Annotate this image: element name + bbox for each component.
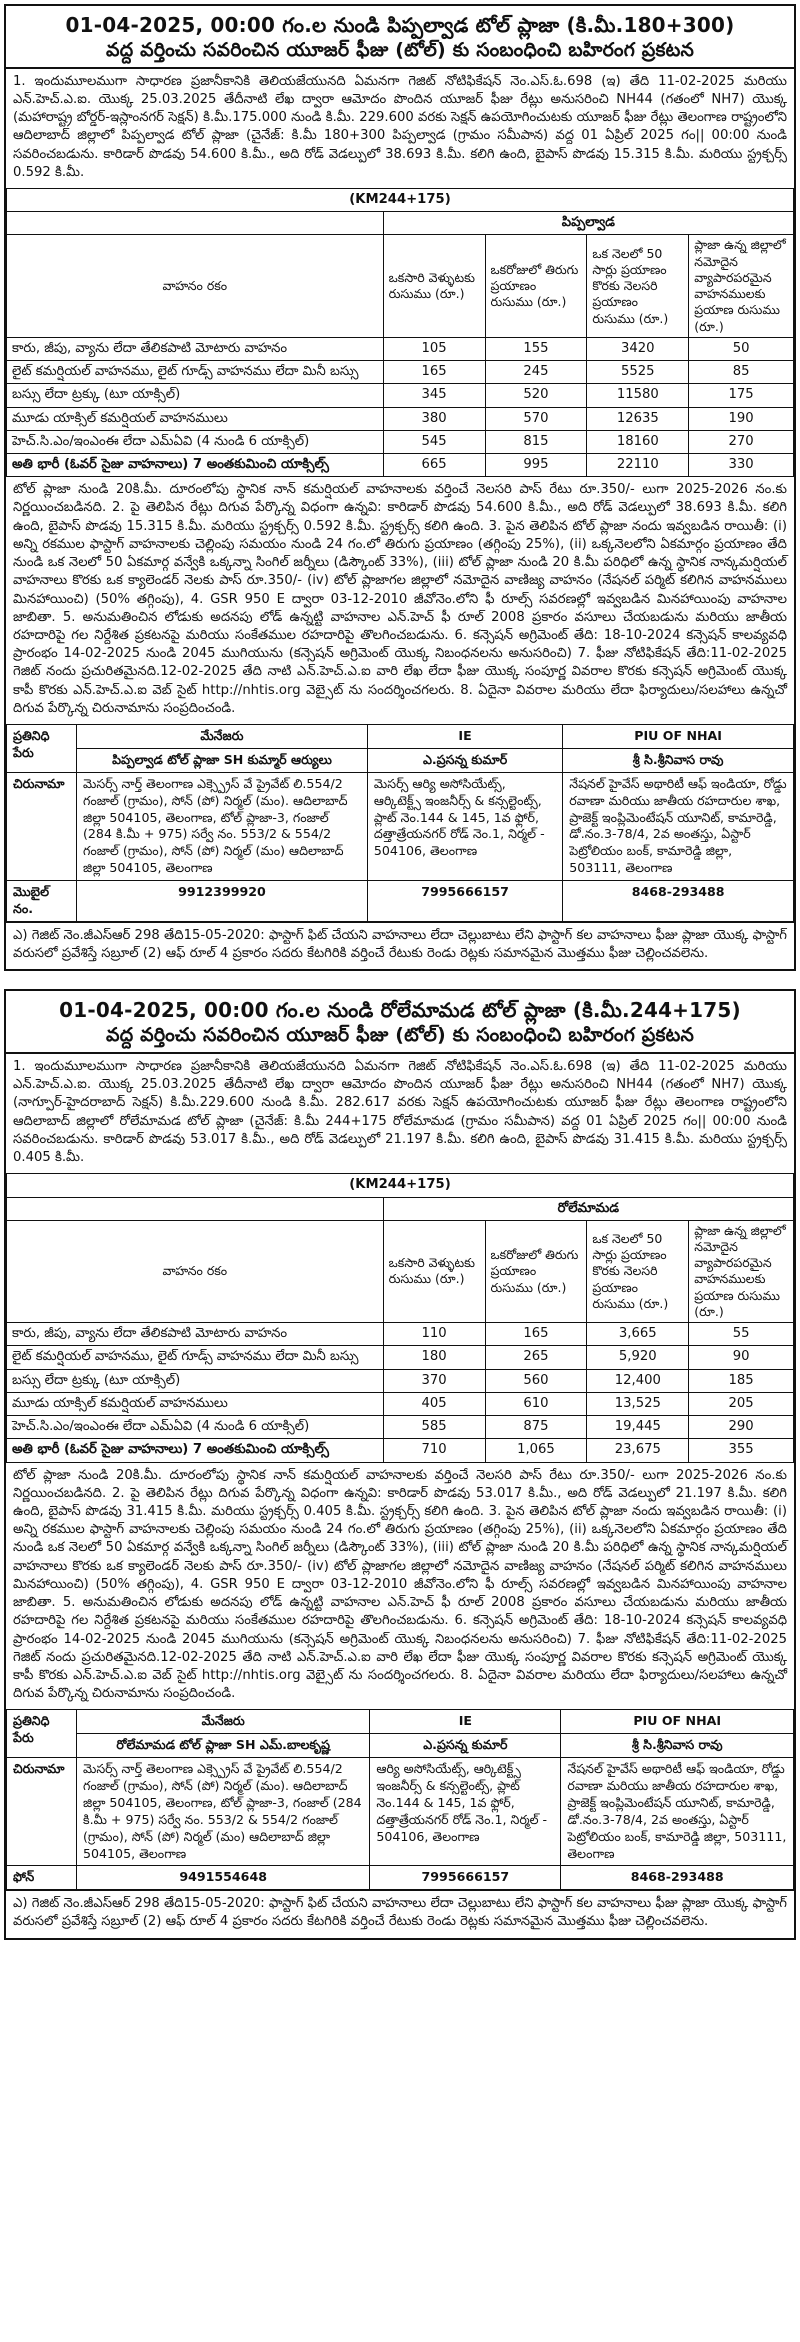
- notice-intro: 1. ఇందుమూలముగా సాధారణ ప్రజానీకానికి తెలియజేయునది ఏమనగా గెజిట్ నోటిఫికేషన్ నెం.ఎస్.ఓ.698 (ఇ) తేది 11-02-2025 మరియు ఎన్.హెచ్.ఎ.ఐ. యొక్క 25.03.2025 తేదీనాటి లేఖ ద్వారా ఆమోదం పొందిన యూజర్ ఫీజు రేట్లు అనుసరించి NH44 (గతంలో NH7) యొక్క (మహారాష్ట్ర బోర్డర్-ఇస్లాంనగర్ సెక్షన్) కి.మీ.175.000 నుండి కి.మీ. 229.600 వరకు సెక్షన్ ఉపయోగించుటకు యూజర్ ఫీజు రేట్లు తెలంగాణ రాష్ట్రంలోని ఆదిలాబాద్ జిల్లాలో పిప్పల్వాడ టోల్ ప్లాజా (చైనేజ్: కి.మీ 180+300 పిప్పల్వాడ (గ్రామం సమీపాన) వద్ద 01 ఏప్రిల్ 2025 గం|| 00:00 నుండి సవరించబడును. కారిడార్ పొడవు 54.600 కి.మీ., అది రోడ్ వెడల్పులో 38.693 కి.మీ. కలిగి ఉంది, బైపాస్ పొడవు 15.315 కి.మీ. మరియు స్ట్రక్చర్స్ 0.592 కి.మీ.: [13, 73, 787, 180]
- notice-body: టోల్ ప్లాజా నుండి 20కి.మీ. దూరంలోపు స్థానిక నాన్ కమర్షియల్ వాహనాలకు వర్తించే నెలసరి పాస్ రేటు రూ.350/- లుగా 2025-2026 నం.కు నిర్ణయించబడినది. 2. పై తెలిపిన రేట్లు దిగువ పేర్కొన్న విధంగా ఉన్నవి: కారిడార్ పొడవు 53.017 కి.మీ., అది రోడ్ వెడల్పులో 21.197 కి.మీ. కలిగి ఉంది, బైపాస్ పొడవు 31.415 కి.మీ. మరియు స్ట్రక్చర్స్ 0.405 కి.మీ. స్ట్రక్చర్స్ కలిగి ఉంది. 3. పైన తెలిపిన టోల్ ప్లాజా నందు ఇవ్వబడిన రాయితీ: (i) అన్ని రకముల ఫాస్టాగ్ వాహనాలకు చెల్లింపు సమయం నుండి 24 గం.లో తిరుగు ప్రయాణం (తగ్గింపు 25%), (ii) ఒక్కనెలలోని ఏకమార్గం ప్రయాణం తేది నుండి ఒక నెలలో 50 ఏకమార్గ వన్వేకి ఒక్కన్నా సింగిల్ జర్నీలు (డిస్కౌంట్ 33%), (iii) టోల్ ప్లాజా నుండి 20 కి.మీ పరిధిలో ఉన్న స్థానిక నాన్కమర్షియల్ వాహనాలు కొరకు ఒక క్యాలెండర్ నెలకు పాస్ రూ.350/- (iv) టోల్ ప్లాజాగల జిల్లాలో నమోదైన వాణిజ్య వాహనం (నేషనల్ పర్మిట్ కలిగిన వాహనములు మినహాయించి) (50% తగ్గింపు), 4. GSR 950 E ద్వారా 03-12-2010 జీవోనెం.లోని ఫీ రూల్స్ సవరణల్లో ఇవ్వబడిన మినహాయింపు వాహనాల జాబితా. 5. అనుమతించిన లోడుకు అదనపు లోడ్ ఉన్నట్టి వాహనాల ఎన్.హెచ్ ఫీ రూల్ 2008 ప్రకారం వసూలు చేయబడును మరియు జాతీయ రహదారిపై గల నిర్దేశిత ప్రకటనపై మరియు సంకేతముల రహదారిపై తొలగించబడును. 6. కన్సెషన్ అగ్రిమెంట్ తేది: 18-10-2024 కన్సెషన్ కాలవ్యవధి ప్రారంభం 14-02-2025 నుండి 2045 ముగియును (కన్సెషన్ అగ్రిమెంట్ యొక్క నిబంధనలను అనుసరించి) 7. ఫీజు నోటిఫికేషన్ తేది:11-02-2025 గెజిట్ నందు ప్రచురితమైనది.12-02-2025 తేది నాటి ఎన్.హెచ్.ఎ.ఐ వారి లేఖ లేదా ఫీజు యొక్క సంపూర్ణ వివరాల కొరకు కన్సెషన్ అగ్రిమెంట్ యొక్క కాపీ కొరకు ఎన్.హెచ్.ఎ.ఐ వెబ్ సైట్ http://nhtis.org వెబ్సైట్ ను సందర్శించగలరు. 8. ఏదైనా వివరాల మరియు లేదా ఫిర్యాదులు/సలహాలు ఉన్నచో దిగువ పేర్కొన్న చిరునామాను సంప్రదించండి.: [13, 1467, 787, 1702]
- local-commercial-fee: 330: [689, 454, 794, 477]
- contact-name: శ్రీ సి.శ్రీనివాస రావు: [563, 748, 794, 772]
- return-journey-fee: 155: [485, 337, 587, 360]
- contact-address: మెసర్స్ ఆర్యి అసోసియేట్స్, ఆర్కిటెక్ట్స్ ఇంజనీర్స్ & కన్సల్టెంట్స్, ప్లాట్ నెం.144 & 145, 1వ ఫ్లోర్, దత్తాత్రేయనగర్ రోడ్ నెం.1, నిర్మల్ - 504106, తెలంగాణ: [367, 772, 562, 880]
- contact-role: మేనేజరు: [77, 1710, 370, 1734]
- contact-row-name: [7, 1734, 794, 1758]
- monthly-pass-fee: 3420: [587, 337, 689, 360]
- vehicle-type: కారు, జీపు, వ్యాను లేదా తేలికపాటి మోటారు వాహనం: [7, 1323, 384, 1346]
- contact-row-role: [7, 1710, 794, 1734]
- contact-row-phone: [7, 881, 794, 922]
- vehicle-type: మూడు యాక్సిల్ కమర్షియల్ వాహనములు: [7, 1392, 384, 1415]
- fee-row: [7, 1323, 794, 1346]
- contact-address: నేషనల్ హైవేస్ అథారిటీ ఆఫ్ ఇండియా, రోడ్డు రవాణా మరియు జాతీయ రహదారుల శాఖ, ప్రాజెక్ట్ ఇంప్లిమెంటేషన్ యూనిట్, కామారెడ్డి, డో.నం.3-78/4, 2వ అంతస్తు, ఏస్టార్ పెట్రోలియం బంక్, కామారెడ్డి జిల్లా, 503111, తెలంగాణ: [561, 1758, 794, 1866]
- contact-role: PIU OF NHAI: [561, 1710, 794, 1734]
- single-journey-fee: 710: [383, 1439, 485, 1462]
- fee-row: [7, 430, 794, 453]
- contact-role: IE: [370, 1710, 561, 1734]
- return-journey-fee: 1,065: [485, 1439, 587, 1462]
- notice-title: [6, 991, 794, 1054]
- col-header-monthly: ఒక నెలలో 50 సార్లు ప్రయాణం కొరకు నెలసరి ప్రయాణం రుసుము (రూ.): [587, 1220, 689, 1323]
- contact-name: ఎ.ప్రసన్న కుమార్: [367, 748, 562, 772]
- fee-table: [6, 188, 794, 477]
- fee-header-row: [7, 1220, 794, 1323]
- contact-address: మెసర్స్ నార్త్ తెలంగాణ ఎక్స్ప్రెస్ వే ప్రైవేట్ లి.554/2 గంజాల్ (గ్రామం), సోన్ (పో) నిర్మల్ (మం). ఆదిలాబాద్ జిల్లా 504105, తెలంగాణ, టోల్ ప్లాజా-3, గంజాల్ (284 కి.మీ + 975) సర్వే నం. 553/2 & 554/2 గంజాల్ (గ్రామం), సోన్ (పో) నిర్మల్ (మం) ఆదిలాబాద్ జిల్లా 504105, తెలంగాణ: [77, 1758, 370, 1866]
- return-journey-fee: 995: [485, 454, 587, 477]
- return-journey-fee: 245: [485, 361, 587, 384]
- return-journey-fee: 610: [485, 1392, 587, 1415]
- contact-name: శ్రీ సి.శ్రీనివాస రావు: [561, 1734, 794, 1758]
- notice-footnote: ఎ) గెజిట్ నెం.జీఎస్ఆర్ 298 తేది15-05-2020: ఫాస్టాగ్ ఫిట్ చేయని వాహనాలు లేదా చెల్లుబాటు లేని ఫాస్టాగ్ కల వాహనాలు ఫీజు ప్లాజా యొక్క ఫాస్టాగ్ వరుసలో ప్రవేశిస్తే సబ్రూల్ (2) ఆఫ్ రూల్ 4 ప్రకారం సదరు కేటగిరికి వర్తించే రేటుకు రెండు రెట్లకు సమానమైన మొత్తము ఫీజు చెల్లించవలెను.: [6, 1890, 794, 1937]
- local-commercial-fee: 205: [689, 1392, 794, 1415]
- local-commercial-fee: 355: [689, 1439, 794, 1462]
- contact-phone: 9912399920: [77, 881, 368, 922]
- monthly-pass-fee: 12,400: [587, 1369, 689, 1392]
- vehicle-type: హెచ్.సి.ఎం/ఇంఎంఈ లేదా ఎమ్ఏవి (4 నుండి 6 యాక్సిల్): [7, 430, 384, 453]
- notice-title: [6, 6, 794, 69]
- col-header-return: ఒకరోజులో తిరుగు ప్రయాణం రుసుము (రూ.): [485, 235, 587, 338]
- notice-title-line2: వద్ద వర్తించు సవరించిన యూజర్ ఫీజు (టోల్) కు సంబంధించి బహిరంగ ప్రకటన: [105, 39, 695, 61]
- label-address: చిరునామా: [7, 1758, 77, 1866]
- local-commercial-fee: 190: [689, 407, 794, 430]
- notice-body: టోల్ ప్లాజా నుండి 20కి.మీ. దూరంలోపు స్థానిక నాన్ కమర్షియల్ వాహనాలకు వర్తించే నెలసరి పాస్ రేటు రూ.350/- లుగా 2025-2026 నం.కు నిర్ణయించబడినది. 2. పై తెలిపిన రేట్లు దిగువ పేర్కొన్న విధంగా ఉన్నవి: కారిడార్ పొడవు 54.600 కి.మీ., అది రోడ్ వెడల్పులో 38.693 కి.మీ. కలిగి ఉంది, బైపాస్ పొడవు 15.315 కి.మీ. మరియు స్ట్రక్చర్స్ 0.592 కి.మీ. స్ట్రక్చర్స్ కలిగి ఉంది. 3. పైన తెలిపిన టోల్ ప్లాజా నందు ఇవ్వబడిన రాయితీ: (i) అన్ని రకముల ఫాస్టాగ్ వాహనాలకు చెల్లింపు సమయం నుండి 24 గం.లో తిరుగు ప్రయాణం (తగ్గింపు 25%), (ii) ఒక్కనెలలోని ఏకమార్గం ప్రయాణం తేది నుండి ఒక నెలలో 50 ఏకమార్గ వన్వేకి ఒక్కన్నా సింగిల్ జర్నీలు (డిస్కౌంట్ 33%), (iii) టోల్ ప్లాజా నుండి 20 కి.మీ పరిధిలో ఉన్న స్థానిక నాన్కమర్షియల్ వాహనాలు కొరకు ఒక క్యాలెండర్ నెలకు పాస్ రూ.350/- (iv) టోల్ ప్లాజాగల జిల్లాలో నమోదైన వాణిజ్య వాహనం (నేషనల్ పర్మిట్ కలిగిన వాహనములు మినహాయించి) (50% తగ్గింపు), 4. GSR 950 E ద్వారా 03-12-2010 జీవోనెం.లోని ఫీ రూల్స్ సవరణల్లో ఇవ్వబడిన మినహాయింపు వాహనాల జాబితా. 5. అనుమతించిన లోడుకు అదనపు లోడ్ ఉన్నట్టి వాహనాల ఎన్.హెచ్ ఫీ రూల్ 2008 ప్రకారం వసూలు చేయబడును మరియు జాతీయ రహదారిపై గల నిర్దేశిత ప్రకటనపై మరియు సంకేతముల రహదారిపై తొలగించబడును. 6. కన్సెషన్ అగ్రిమెంట్ తేది: 18-10-2024 కన్సెషన్ కాలవ్యవధి ప్రారంభం 14-02-2025 నుండి 2045 ముగియును (కన్సెషన్ అగ్రిమెంట్ యొక్క నిబంధనలను అనుసరించి) 7. ఫీజు నోటిఫికేషన్ తేది:11-02-2025 గెజిట్ నందు ప్రచురితమైనది.12-02-2025 తేది నాటి ఎన్.హెచ్.ఎ.ఐ వారి లేఖ లేదా ఫీజు యొక్క సంపూర్ణ వివరాల కొరకు కన్సెషన్ అగ్రిమెంట్ యొక్క కాపీ కొరకు ఎన్.హెచ్.ఎ.ఐ వెబ్ సైట్ http://nhtis.org వెబ్సైట్ ను సందర్శించగలరు. 8. ఏదైనా వివరాల మరియు లేదా ఫిర్యాదులు/సలహాలు ఉన్నచో దిగువ పేర్కొన్న చిరునామాను సంప్రదించండి.: [13, 482, 787, 716]
- notice-intro: 1. ఇందుమూలముగా సాధారణ ప్రజానీకానికి తెలియజేయునది ఏమనగా గెజిట్ నోటిఫికేషన్ నెం.ఎస్.ఓ.698 (ఇ) తేది 11-02-2025 మరియు ఎన్.హెచ్.ఎ.ఐ. యొక్క 25.03.2025 తేదీనాటి లేఖ ద్వారా ఆమోదం పొందిన యూజర్ ఫీజు రేట్లు అనుసరించి NH44 (గతంలో NH7) యొక్క (నాగ్పూర్-హైదరాబాద్ సెక్షన్) కి.మీ.229.600 నుండి కి.మీ. 282.617 వరకు సెక్షన్ ఉపయోగించుటకు యూజర్ ఫీజు రేట్లు తెలంగాణ రాష్ట్రంలోని ఆదిలాబాద్ జిల్లాలో రోలేమామడ టోల్ ప్లాజా (చైనేజ్: కి.మీ 244+175 రోలేమామడ (గ్రామం సమీపాన) వద్ద 01 ఏప్రిల్ 2025 గం|| 00:00 నుండి సవరించబడును. కారిడార్ పొడవు 53.017 కి.మీ., అది రోడ్ వెడల్పులో 21.197 కి.మీ. కలిగి ఉంది, బైపాస్ పొడవు 31.415 కి.మీ. మరియు స్ట్రక్చర్స్ 0.405 కి.మీ.: [13, 1058, 787, 1166]
- contact-row-role: [7, 725, 794, 749]
- vehicle-type: లైట్ కమర్షియల్ వాహనము, లైట్ గూడ్స్ వాహనము లేదా మినీ బస్సు: [7, 361, 384, 384]
- fee-row: [7, 337, 794, 360]
- vehicle-type: బస్సు లేదా ట్రక్కు (టూ యాక్సిల్): [7, 384, 384, 407]
- label-phone: ఫోన్: [7, 1866, 77, 1890]
- fee-table: [6, 1173, 794, 1462]
- return-journey-fee: 875: [485, 1416, 587, 1439]
- fee-header-row: [7, 235, 794, 338]
- local-commercial-fee: 90: [689, 1346, 794, 1369]
- local-commercial-fee: 290: [689, 1416, 794, 1439]
- monthly-pass-fee: 12635: [587, 407, 689, 430]
- contact-phone: 7995666157: [370, 1866, 561, 1890]
- monthly-pass-fee: 19,445: [587, 1416, 689, 1439]
- monthly-pass-fee: 5525: [587, 361, 689, 384]
- col-header-monthly: ఒక నెలలో 50 సార్లు ప్రయాణం కొరకు నెలసరి ప్రయాణం రుసుము (రూ.): [587, 235, 689, 338]
- col-header-vehicle: వాహనం రకం: [7, 1220, 384, 1323]
- label-representative: ప్రతినిధి పేరు: [7, 1710, 77, 1758]
- col-header-single: ఒకసారి వెళ్ళుటకు రుసుము (రూ.): [383, 1220, 485, 1323]
- notice-footnote: ఎ) గెజిట్ నెం.జీఎస్ఆర్ 298 తేది15-05-2020: ఫాస్టాగ్ ఫిట్ చేయని వాహనాలు లేదా చెల్లుబాటు లేని ఫాస్టాగ్ కల వాహనాలు ఫీజు ప్లాజా యొక్క ఫాస్టాగ్ వరుసలో ప్రవేశిస్తే సబ్రూల్ (2) ఆఫ్ రూల్ 4 ప్రకారం సదరు కేటగిరికి వర్తించే రేటుకు రెండు రెట్లకు సమానమైన మొత్తము ఫీజు చెల్లించవలెను.: [6, 922, 794, 969]
- return-journey-fee: 570: [485, 407, 587, 430]
- fee-row: [7, 1439, 794, 1462]
- monthly-pass-fee: 22110: [587, 454, 689, 477]
- fee-row: [7, 1346, 794, 1369]
- monthly-pass-fee: 13,525: [587, 1392, 689, 1415]
- contact-row-address: [7, 772, 794, 880]
- vehicle-type: లైట్ కమర్షియల్ వాహనము, లైట్ గూడ్స్ వాహనము లేదా మినీ బస్సు: [7, 1346, 384, 1369]
- monthly-pass-fee: 3,665: [587, 1323, 689, 1346]
- contact-phone: 9491554648: [77, 1866, 370, 1890]
- monthly-pass-fee: 11580: [587, 384, 689, 407]
- local-commercial-fee: 50: [689, 337, 794, 360]
- toll-notice: [4, 4, 796, 971]
- plaza-name-row: [7, 1197, 794, 1220]
- single-journey-fee: 345: [383, 384, 485, 407]
- contact-name: పిప్పల్వాడ టోల్ ప్లాజా SH కుమ్మార్ ఆర్యులు: [77, 748, 368, 772]
- contact-phone: 8468-293488: [561, 1866, 794, 1890]
- single-journey-fee: 165: [383, 361, 485, 384]
- single-journey-fee: 180: [383, 1346, 485, 1369]
- monthly-pass-fee: 23,675: [587, 1439, 689, 1462]
- fee-row: [7, 454, 794, 477]
- return-journey-fee: 165: [485, 1323, 587, 1346]
- plaza-name: పిప్పల్వాడ: [383, 212, 793, 235]
- col-header-return: ఒకరోజులో తిరుగు ప్రయాణం రుసుము (రూ.): [485, 1220, 587, 1323]
- toll-notice: [4, 989, 796, 1939]
- contact-address: ఆర్యి అసోసియేట్స్, ఆర్కిటెక్ట్స్ ఇంజనీర్స్ & కన్సల్టెంట్స్, ప్లాట్ నెం.144 & 145, 1వ ఫ్లోర్, దత్తాత్రేయనగర్ రోడ్ నెం.1, నిర్మల్ - 504106, తెలంగాణ: [370, 1758, 561, 1866]
- fee-row: [7, 407, 794, 430]
- notice-title-line1: 01-04-2025, 00:00 గం.ల నుండి రోలేమామడ టోల్ ప్లాజా (కి.మీ.244+175): [59, 998, 741, 1023]
- monthly-pass-fee: 18160: [587, 430, 689, 453]
- vehicle-type: అతి భారీ (ఓవర్ సైజు వాహనాలు) 7 అంతకుమించి యాక్సిల్స్: [7, 1439, 384, 1462]
- label-address: చిరునామా: [7, 772, 77, 880]
- contact-phone: 8468-293488: [563, 881, 794, 922]
- section-code-row: [7, 189, 794, 212]
- local-commercial-fee: 185: [689, 1369, 794, 1392]
- col-header-single: ఒకసారి వెళ్ళుటకు రుసుము (రూ.): [383, 235, 485, 338]
- monthly-pass-fee: 5,920: [587, 1346, 689, 1369]
- label-phone: మొబైల్ నం.: [7, 881, 77, 922]
- local-commercial-fee: 270: [689, 430, 794, 453]
- contact-role: మేనేజరు: [77, 725, 368, 749]
- contact-name: రోలేమామడ టోల్ ప్లాజా SH ఎమ్.బాలకృష్ణ: [77, 1734, 370, 1758]
- contact-name: ఎ.ప్రసన్న కుమార్: [370, 1734, 561, 1758]
- vehicle-type: హెచ్.సి.ఎం/ఇంఎంఈ లేదా ఎమ్ఏవి (4 నుండి 6 యాక్సిల్): [7, 1416, 384, 1439]
- return-journey-fee: 815: [485, 430, 587, 453]
- section-code: (KM244+175): [7, 189, 794, 212]
- plaza-name: రోలేమామడ: [383, 1197, 793, 1220]
- col-header-local: ప్లాజా ఉన్న జిల్లాలో నమోదైన వ్యాపారపరమైన వాహనములకు ప్రయాణ రుసుము (రూ.): [689, 235, 794, 338]
- section-code-row: [7, 1174, 794, 1197]
- single-journey-fee: 380: [383, 407, 485, 430]
- return-journey-fee: 265: [485, 1346, 587, 1369]
- notice-title-line2: వద్ద వర్తించు సవరించిన యూజర్ ఫీజు (టోల్) కు సంబంధించి బహిరంగ ప్రకటన: [105, 1024, 695, 1047]
- contact-row-address: [7, 1758, 794, 1866]
- document: [0, 4, 800, 1940]
- single-journey-fee: 545: [383, 430, 485, 453]
- contact-table: [6, 1709, 794, 1890]
- col-header-vehicle: వాహనం రకం: [7, 235, 384, 338]
- contact-role: IE: [367, 725, 562, 749]
- fee-row: [7, 1416, 794, 1439]
- return-journey-fee: 520: [485, 384, 587, 407]
- contact-role: PIU OF NHAI: [563, 725, 794, 749]
- fee-row: [7, 384, 794, 407]
- vehicle-type: అతి భారీ (ఓవర్ సైజు వాహనాలు) 7 అంతకుమించి యాక్సిల్స్: [7, 454, 384, 477]
- local-commercial-fee: 55: [689, 1323, 794, 1346]
- single-journey-fee: 105: [383, 337, 485, 360]
- contact-phone: 7995666157: [367, 881, 562, 922]
- col-header-local: ప్లాజా ఉన్న జిల్లాలో నమోదైన వ్యాపారపరమైన వాహనములకు ప్రయాణ రుసుము (రూ.): [689, 1220, 794, 1323]
- return-journey-fee: 560: [485, 1369, 587, 1392]
- contact-address: నేషనల్ హైవేస్ అథారిటీ ఆఫ్ ఇండియా, రోడ్డు రవాణా మరియు జాతీయ రహదారుల శాఖ, ప్రాజెక్ట్ ఇంప్లిమెంటేషన్ యూనిట్, కామారెడ్డి, డో.నం.3-78/4, 2వ అంతస్తు, ఏస్టార్ పెట్రోలియం బంక్, కామారెడ్డి జిల్లా, 503111, తెలంగాణ: [563, 772, 794, 880]
- contact-row-name: [7, 748, 794, 772]
- contact-table: [6, 724, 794, 922]
- section-code: (KM244+175): [7, 1174, 794, 1197]
- fee-row: [7, 1392, 794, 1415]
- fee-row: [7, 1369, 794, 1392]
- contact-address: మెసర్స్ నార్త్ తెలంగాణ ఎక్స్ప్రెస్ వే ప్రైవేట్ లి.554/2 గంజాల్ (గ్రామం), సోన్ (పో) నిర్మల్ (మం). ఆదిలాబాద్ జిల్లా 504105, తెలంగాణ, టోల్ ప్లాజా-3, గంజాల్ (284 కి.మీ + 975) సర్వే నం. 553/2 & 554/2 గంజాల్ (గ్రామం), సోన్ (పో) నిర్మల్ (మం) ఆదిలాబాద్ జిల్లా 504105, తెలంగాణ: [77, 772, 368, 880]
- local-commercial-fee: 175: [689, 384, 794, 407]
- contact-row-phone: [7, 1866, 794, 1890]
- single-journey-fee: 110: [383, 1323, 485, 1346]
- vehicle-type: కారు, జీపు, వ్యాను లేదా తేలికపాటి మోటారు వాహనం: [7, 337, 384, 360]
- single-journey-fee: 405: [383, 1392, 485, 1415]
- local-commercial-fee: 85: [689, 361, 794, 384]
- plaza-name-row: [7, 212, 794, 235]
- vehicle-type: బస్సు లేదా ట్రక్కు (టూ యాక్సిల్): [7, 1369, 384, 1392]
- single-journey-fee: 370: [383, 1369, 485, 1392]
- fee-row: [7, 361, 794, 384]
- single-journey-fee: 665: [383, 454, 485, 477]
- vehicle-type: మూడు యాక్సిల్ కమర్షియల్ వాహనములు: [7, 407, 384, 430]
- label-representative: ప్రతినిధి పేరు: [7, 725, 77, 773]
- notice-title-line1: 01-04-2025, 00:00 గం.ల నుండి పిప్పల్వాడ టోల్ ప్లాజా (కి.మీ.180+300): [65, 13, 735, 37]
- single-journey-fee: 585: [383, 1416, 485, 1439]
